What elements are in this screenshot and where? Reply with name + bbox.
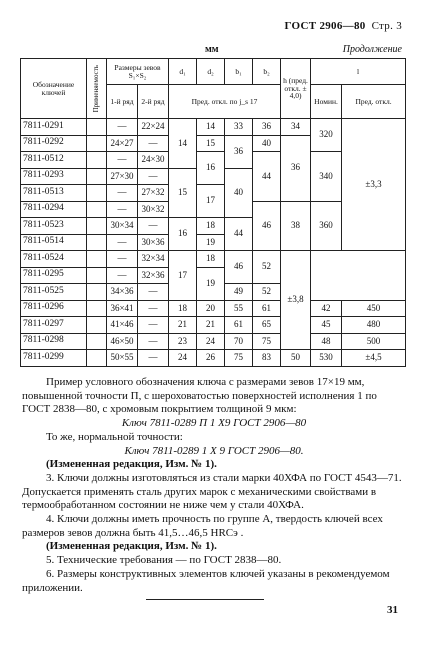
col-header-tolerance: Пред. откл. по j_s 17 (169, 85, 281, 119)
col-header-l-tolerance: Пред. откл. (342, 85, 406, 119)
table-cell: 27×30 (107, 168, 138, 185)
table-row (21, 119, 406, 136)
table-cell: 18 (197, 251, 225, 268)
table-cell: 50 (281, 350, 311, 367)
table-cell: 40 (253, 135, 281, 152)
col-header-d1: d₁ (169, 59, 197, 85)
table-cell: 450 (342, 300, 406, 317)
table-row (21, 333, 406, 350)
table-cell: 75 (253, 333, 281, 350)
table-cell (87, 333, 107, 350)
table-cell (87, 317, 107, 334)
table-cell: 7811-0299 (21, 350, 87, 367)
table-cell: 14 (197, 119, 225, 136)
table-row (21, 317, 406, 334)
table-cell: 15 (169, 168, 197, 218)
table-cell: 19 (197, 234, 225, 251)
table-cell: 24 (169, 350, 197, 367)
table-cell: 36×41 (107, 300, 138, 317)
table-cell: ±4,5 (342, 350, 406, 367)
col-header-applicability: Применяемость (87, 59, 107, 119)
table-cell: 24×30 (138, 152, 169, 169)
table-cell: 7811-0291 (21, 119, 87, 136)
table-cell (87, 168, 107, 185)
table-cell: 36 (225, 135, 253, 168)
table-cell: 44 (253, 152, 281, 202)
table-cell (87, 119, 107, 136)
gost-number: ГОСТ 2906—80 (284, 20, 366, 32)
table-cell: 21 (197, 317, 225, 334)
table-cell: 61 (225, 317, 253, 334)
col-header-b2: b₂ (253, 59, 281, 85)
table-cell: 34 (281, 119, 311, 136)
table-cell (87, 201, 107, 218)
col-header-d2: d₂ (197, 59, 225, 85)
table-cell: 14 (169, 119, 197, 169)
table-cell (87, 152, 107, 169)
table-cell: 24×27 (107, 135, 138, 152)
table-cell: 18 (169, 300, 197, 317)
body-text (22, 376, 406, 595)
table-cell: 16 (197, 152, 225, 185)
example-designation-2: Ключ 7811-0289 1 Х 9 ГОСТ 2906—80. (124, 444, 304, 457)
table-cell: 44 (225, 218, 253, 251)
table-cell (87, 185, 107, 202)
table-cell: 45 (311, 317, 342, 334)
table-cell: 7811-0523 (21, 218, 87, 235)
table-cell: 18 (197, 218, 225, 235)
table-cell: 15 (197, 135, 225, 152)
table-cell (87, 350, 107, 367)
table-cell: ±3,3 (342, 119, 406, 251)
table-cell: 32×36 (138, 267, 169, 284)
page-header (285, 20, 402, 32)
table-cell: 65 (253, 317, 281, 334)
table-cell (87, 300, 107, 317)
table-cell: 27×32 (138, 185, 169, 202)
table-cell: 33 (225, 119, 253, 136)
table-cell: 38 (281, 201, 311, 251)
table-cell: 7811-0298 (21, 333, 87, 350)
table-cell: 7811-0512 (21, 152, 87, 169)
units-label: мм (205, 44, 219, 55)
table-cell: 52 (253, 251, 281, 284)
table-cell: — (138, 168, 169, 185)
table-cell: 36 (253, 119, 281, 136)
table-cell: 41×46 (107, 317, 138, 334)
table-row (21, 300, 406, 317)
table-cell: — (138, 300, 169, 317)
table-cell: — (107, 185, 138, 202)
revision-note-2: (Измененная редакция, Изм. № 1). (46, 540, 217, 553)
table-cell: 7811-0525 (21, 284, 87, 301)
table-cell: 40 (225, 168, 253, 218)
table-cell: 49 (225, 284, 253, 301)
col-header-l: l (311, 59, 406, 85)
example-designation-1: Ключ 7811-0289 П 1 Х9 ГОСТ 2906—80 (121, 417, 307, 430)
table-cell: 61 (253, 300, 281, 317)
col-header-b1: b₁ (225, 59, 253, 85)
table-cell: 7811-0514 (21, 234, 87, 251)
table-cell: 7811-0524 (21, 251, 87, 268)
table-cell (87, 284, 107, 301)
table-row (21, 350, 406, 367)
table-cell: 83 (253, 350, 281, 367)
table-cell: 480 (342, 317, 406, 334)
clause-5: 5. Технические требования — по ГОСТ 2838—80. (46, 554, 282, 567)
table-cell: — (138, 350, 169, 367)
table-cell: 22×24 (138, 119, 169, 136)
table-cell: 30×34 (107, 218, 138, 235)
col-header-row2: 2-й ряд (138, 85, 169, 119)
table-cell: 20 (197, 300, 225, 317)
table-cell: 500 (342, 333, 406, 350)
table-cell: 24 (197, 333, 225, 350)
table-cell: 19 (197, 267, 225, 300)
table-cell: 48 (311, 333, 342, 350)
col-header-h: h (пред. откл. ± 4,0) (281, 59, 311, 119)
table-cell: — (138, 317, 169, 334)
table-cell: 340 (311, 152, 342, 202)
table-cell: — (107, 251, 138, 268)
dimensions-table (20, 58, 406, 367)
table-cell: 46×50 (107, 333, 138, 350)
table-cell: 320 (311, 119, 342, 152)
table-cell: — (107, 119, 138, 136)
table-cell: 360 (311, 201, 342, 251)
table-row (21, 267, 406, 284)
table-cell: — (138, 284, 169, 301)
clause-4: 4. Ключи должны иметь прочность по группе А, твердость ключей всех размеров зевов должна быть 41,5…46,5 HRCэ . (22, 513, 383, 539)
table-cell: 23 (169, 333, 197, 350)
table-cell: 7811-0292 (21, 135, 87, 152)
col-header-row1: 1-й ряд (107, 85, 138, 119)
table-cell: — (107, 234, 138, 251)
table-cell: 7811-0293 (21, 168, 87, 185)
table-cell: 7811-0295 (21, 267, 87, 284)
table-cell (87, 218, 107, 235)
table-cell: 30×36 (138, 234, 169, 251)
table-cell (87, 251, 107, 268)
table-row (21, 251, 406, 268)
page-label: Стр. 3 (371, 20, 402, 32)
clause-3: 3. Ключи должны изготовляться из стали марки 40ХФА по ГОСТ 4543—71. Допускается применять сталь других марок с механическими свойствами в термообработанном состоянии не ниже чем у стали 40ХФА. (22, 471, 402, 512)
table-cell: 46 (225, 251, 253, 284)
table-cell: 52 (253, 284, 281, 301)
table-cell: — (107, 267, 138, 284)
table-cell: 530 (311, 350, 342, 367)
table-cell: ±3,8 (281, 251, 311, 350)
divider (146, 599, 264, 600)
table-cell: 70 (225, 333, 253, 350)
table-cell: 50×55 (107, 350, 138, 367)
clause-6: 6. Размеры конструктивных элементов ключей указаны в рекомендуемом приложении. (22, 567, 390, 594)
page-number: 31 (387, 604, 398, 616)
table-cell (87, 135, 107, 152)
table-cell (87, 267, 107, 284)
example-paragraph: Пример условного обозначения ключа с размерами зевов 17×19 мм, повышенной точности П, с шероховатостью поверхностей исполнения 1 по ГОСТ 2838—80, с хромовым покрытием толщиной 9 мкм: (22, 376, 377, 416)
table-cell: 34×36 (107, 284, 138, 301)
table-cell: 26 (197, 350, 225, 367)
table-cell: 46 (253, 201, 281, 251)
table-cell: 7811-0513 (21, 185, 87, 202)
table-cell: 21 (169, 317, 197, 334)
table-cell: — (138, 218, 169, 235)
table-cell: — (138, 333, 169, 350)
table-cell: 7811-0294 (21, 201, 87, 218)
table-cell: 36 (281, 135, 311, 201)
table-cell: 42 (311, 300, 342, 317)
table-cell: 55 (225, 300, 253, 317)
col-header-code: Обозначение ключей (21, 59, 87, 119)
revision-note-1: (Измененная редакция, Изм. № 1). (46, 458, 217, 471)
table-cell: 7811-0296 (21, 300, 87, 317)
table-cell (87, 234, 107, 251)
table-cell: 7811-0297 (21, 317, 87, 334)
normal-accuracy-label: То же, нормальной точности: (46, 430, 183, 443)
table-cell: — (107, 201, 138, 218)
table-cell: 16 (169, 218, 197, 251)
table-cell: — (138, 135, 169, 152)
table-cell: 17 (169, 251, 197, 301)
col-header-l-nominal: Номин. (311, 85, 342, 119)
table-cell: — (107, 152, 138, 169)
table-cell: 17 (197, 185, 225, 218)
continuation-label: Продолжение (342, 44, 402, 55)
table-cell: 32×34 (138, 251, 169, 268)
table-cell: 30×32 (138, 201, 169, 218)
col-header-sizes: Размеры зевов S₁×S₂ (107, 59, 169, 85)
table-cell: 75 (225, 350, 253, 367)
